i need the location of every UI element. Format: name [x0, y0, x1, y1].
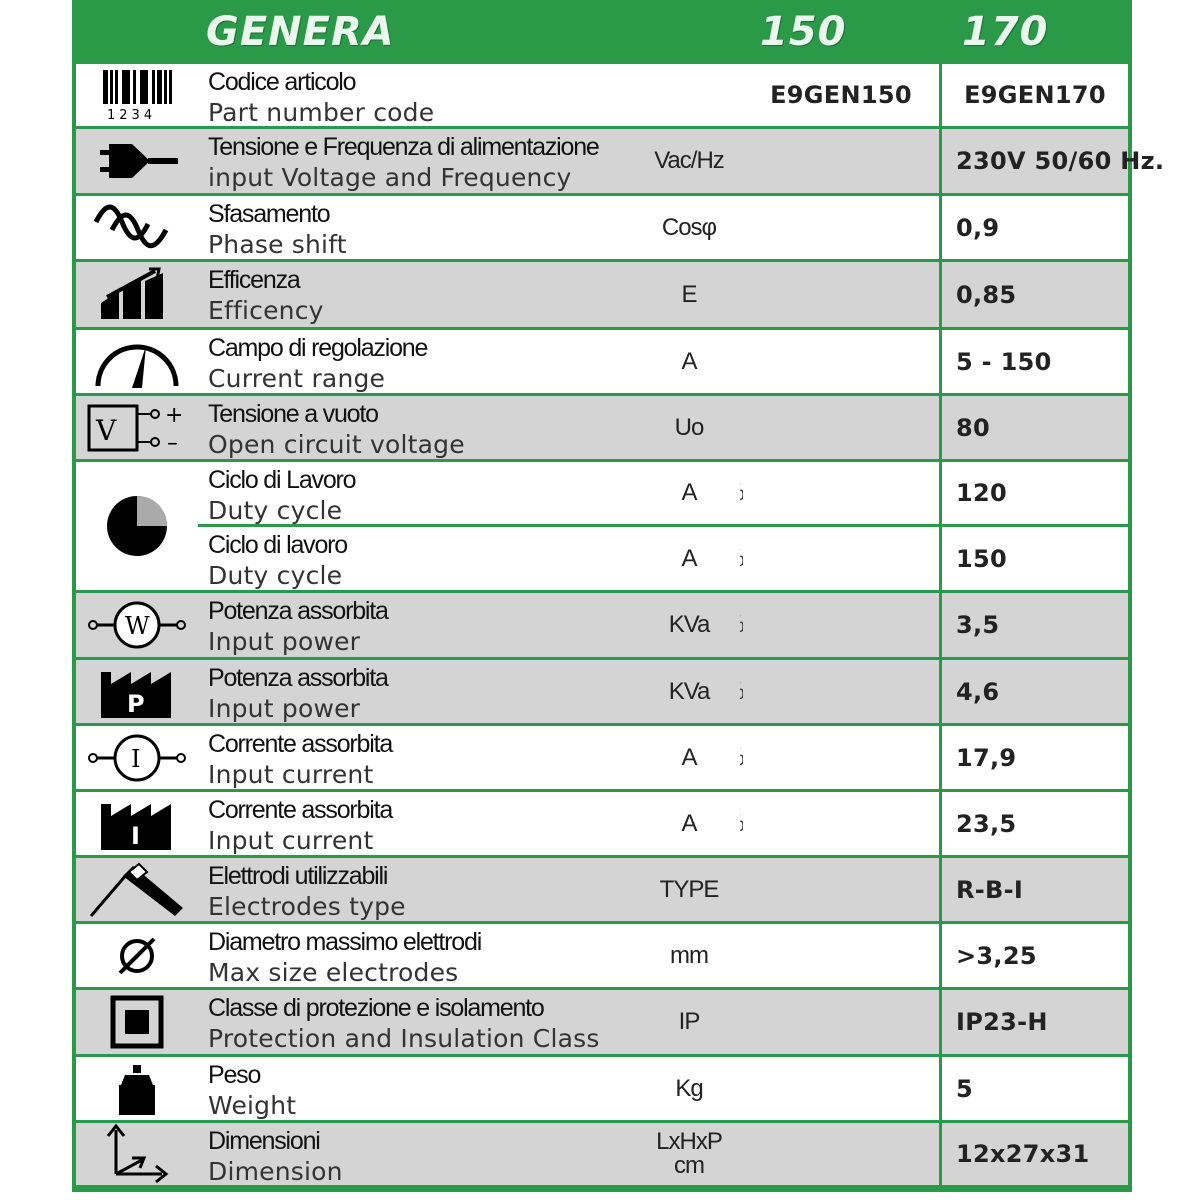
- unit-label: E: [681, 280, 697, 308]
- svg-text:V: V: [96, 413, 117, 447]
- plug-icon: [76, 129, 198, 193]
- english-label: Duty cycle: [208, 561, 343, 590]
- unit-label: A: [681, 479, 697, 506]
- value-150: [743, 990, 939, 1054]
- value-150: [743, 262, 939, 327]
- english-label: Weight: [208, 1091, 297, 1120]
- unit-cell: [638, 1123, 740, 1185]
- italian-label: Corrente assorbita: [208, 796, 393, 824]
- english-label: Input current: [208, 760, 374, 789]
- value-150: [743, 792, 939, 855]
- value-170: 120: [942, 462, 1128, 524]
- value-150: [743, 924, 939, 987]
- value-170: 0,85: [942, 262, 1128, 327]
- value-170: 5 - 150: [942, 330, 1128, 393]
- unit-label: A: [681, 743, 697, 771]
- english-label: Part number code: [208, 98, 435, 127]
- value-150: [743, 330, 939, 393]
- italian-label: Campo di regolazione: [208, 334, 428, 362]
- unit-cell: [638, 330, 740, 393]
- english-label: Efficency: [208, 296, 324, 325]
- insulation-class-icon: [76, 990, 198, 1054]
- unit-cell: [638, 660, 740, 723]
- italian-label: Potenza assorbita: [208, 664, 388, 692]
- italian-label: Diametro massimo elettrodi: [208, 928, 482, 956]
- gauge-icon: [76, 330, 198, 393]
- svg-text:I: I: [131, 821, 140, 850]
- value-150: [743, 1057, 939, 1120]
- value-150: [743, 527, 939, 590]
- value-150: [743, 129, 939, 193]
- unit-label: LxHxP: [656, 1128, 722, 1155]
- unit-label: TYPE: [659, 875, 719, 903]
- italian-label: Ciclo di Lavoro: [208, 466, 356, 494]
- unit-cell: [638, 858, 740, 921]
- unit-label: A: [681, 809, 697, 837]
- unit-cell: [638, 924, 740, 987]
- italian-label: Classe di protezione e isolamento: [208, 994, 544, 1022]
- value-170: 12x27x31: [942, 1123, 1128, 1185]
- english-label: Input power: [208, 694, 361, 723]
- italian-label: Sfasamento: [208, 200, 330, 228]
- english-label: Duty cycle: [208, 496, 343, 525]
- value-170: 3,5: [942, 593, 1128, 657]
- unit-label-secondary: cm: [674, 1152, 704, 1179]
- value-170: 23,5: [942, 792, 1128, 855]
- english-label: Max size electrodes: [208, 958, 459, 987]
- value-170: 150: [942, 527, 1128, 590]
- value-170: 5: [942, 1057, 1128, 1120]
- svg-text:P: P: [127, 689, 145, 718]
- value-150: [743, 1123, 939, 1185]
- english-label: Open circuit voltage: [208, 430, 465, 459]
- italian-label: Codice articolo: [208, 68, 356, 96]
- italian-label: Elettrodi utilizzabili: [208, 862, 388, 890]
- value-170: 0,9: [942, 196, 1128, 259]
- unit-label: KVa: [668, 677, 710, 705]
- unit-cell: [638, 726, 740, 789]
- unit-label: Kg: [675, 1074, 703, 1102]
- italian-label: Ciclo di lavoro: [208, 531, 348, 559]
- unit-label: A: [681, 347, 697, 375]
- spec-table: [72, 0, 1165, 1192]
- value-150: [743, 726, 939, 789]
- value-170: E9GEN170: [942, 64, 1128, 126]
- unit-cell: [638, 1057, 740, 1120]
- value-150: [743, 396, 939, 459]
- ammeter-icon: [76, 726, 198, 789]
- english-label: Input current: [208, 826, 374, 855]
- value-170: >3,25: [942, 924, 1128, 987]
- value-150: E9GEN150: [743, 64, 939, 126]
- svg-text:–: –: [167, 430, 178, 456]
- duty-cycle-icon: [76, 462, 198, 590]
- unit-cell: [638, 64, 740, 126]
- english-label: Current range: [208, 364, 386, 393]
- english-label: Electrodes type: [208, 892, 406, 921]
- value-170: R-B-I: [942, 858, 1128, 921]
- efficiency-icon: [76, 262, 198, 327]
- unit-cell: [638, 262, 740, 327]
- svg-text:W: W: [125, 612, 150, 640]
- svg-text:1234: 1234: [107, 108, 157, 123]
- factory-p-icon: [76, 660, 198, 723]
- svg-text:I: I: [131, 744, 141, 773]
- english-label: Dimension: [208, 1157, 343, 1186]
- italian-label: Tensione e Frequenza di alimentazione: [208, 133, 599, 161]
- wattmeter-icon: [76, 593, 198, 657]
- value-170: 4,6: [942, 660, 1128, 723]
- sine-wave-icon: [76, 196, 198, 259]
- value-150: [743, 660, 939, 723]
- value-150: [743, 462, 939, 524]
- value-170: 230V 50/60 Hz.: [942, 129, 1128, 193]
- unit-cell: [638, 396, 740, 459]
- value-150: [743, 196, 939, 259]
- header-model-150: 150: [760, 9, 847, 55]
- italian-label: Efficenza: [208, 266, 300, 294]
- diameter-icon: [76, 924, 198, 987]
- value-170: IP23-H: [942, 990, 1128, 1054]
- italian-label: Potenza assorbita: [208, 597, 388, 625]
- unit-cell: [638, 593, 740, 657]
- weight-icon: [76, 1057, 198, 1120]
- barcode-icon: [76, 64, 198, 126]
- open-voltage-icon: [76, 396, 198, 459]
- unit-cell: [638, 462, 740, 524]
- value-170: 80: [942, 396, 1128, 459]
- dimension-axes-icon: [76, 1123, 198, 1185]
- value-170: 17,9: [942, 726, 1128, 789]
- unit-cell: [638, 129, 740, 193]
- italian-label: Tensione a vuoto: [208, 400, 378, 428]
- italian-label: Dimensioni: [208, 1127, 320, 1155]
- unit-label: mm: [670, 941, 708, 969]
- italian-label: Peso: [208, 1061, 261, 1089]
- unit-label: Cosφ: [661, 213, 717, 241]
- unit-label: Vac/Hz: [654, 147, 724, 174]
- value-150: [743, 593, 939, 657]
- factory-i-icon: [76, 792, 198, 855]
- unit-cell: [638, 990, 740, 1054]
- header-model-170: 170: [962, 9, 1049, 55]
- unit-cell: [638, 527, 740, 590]
- electrode-holder-icon: [76, 858, 198, 921]
- english-label: Phase shift: [208, 230, 347, 259]
- english-label: input Voltage and Frequency: [208, 163, 572, 192]
- english-label: Protection and Insulation Class: [208, 1024, 600, 1053]
- header-brand: GENERA: [206, 9, 395, 55]
- svg-text:+: +: [165, 402, 184, 428]
- unit-label: A: [681, 544, 697, 572]
- unit-label: KVa: [668, 611, 710, 638]
- unit-label: Uo: [674, 413, 704, 441]
- value-150: [743, 858, 939, 921]
- unit-cell: [638, 196, 740, 259]
- unit-cell: [638, 792, 740, 855]
- english-label: Input power: [208, 627, 361, 656]
- unit-label: IP: [678, 1008, 700, 1035]
- italian-label: Corrente assorbita: [208, 730, 393, 758]
